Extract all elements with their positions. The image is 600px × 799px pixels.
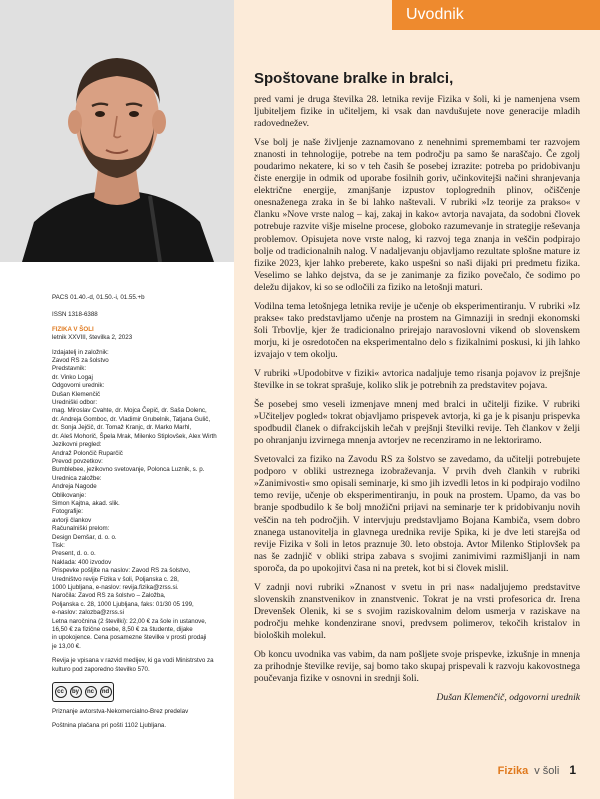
credit-line: Poljanska c. 28, 1000 Ljubljana, faks: 01/30 05 199, — [52, 600, 194, 608]
postage-note: Poštnina plačana pri pošti 1102 Ljubljana. — [52, 722, 167, 730]
article-signature: Dušan Klemenčič, odgovorni urednik — [436, 692, 580, 704]
credit-line: Urednica založbe: — [52, 474, 102, 482]
credit-line: Naročila: Zavod RS za šolstvo – Založba, — [52, 592, 166, 600]
right-column — [234, 0, 600, 799]
registry-note: Revija je vpisana v razvid medijev, ki ga vodi Ministrstvo za kulturo pod zaporedno številko 570. — [52, 657, 214, 673]
left-column — [0, 0, 234, 799]
credit-line: 1000 Ljubljana, e-naslov: revija.fizika@zrss.si. — [52, 584, 179, 591]
publication-info — [52, 294, 230, 731]
journal-name: FIZIKA V ŠOLI — [52, 325, 94, 333]
credit-line: in upokojence. Cena posamezne številke v prosti prodaji — [52, 634, 207, 642]
credit-line: Izdajatelj in založnik: — [52, 348, 109, 356]
credit-line: mag. Miroslav Cvahte, dr. Mojca Čepič, dr. Saša Dolenc, — [52, 407, 207, 415]
credit-line: Tisk: — [52, 541, 65, 549]
credits-list — [52, 349, 230, 652]
footer-brand-suffix: v šoli — [534, 765, 560, 777]
credit-line: Andraž Polončič Ruparčič — [52, 449, 123, 457]
credit-line: Naklada: 400 izvodov — [52, 558, 112, 566]
footer-brand: Fizika — [497, 765, 529, 777]
article-greeting: Spoštovane bralke in bralci, — [254, 70, 454, 87]
attribution-icon: by — [70, 686, 82, 698]
article-paragraph: Še posebej smo veseli izmenjave mnenj med bralci in učitelji fizike. V rubriki »Učiteljev pogled« tokrat objavljamo prispevek avtorja, ki ga je k pisanju prispevka spodbudil članek o difrakcijskih lečah v prejšnji številki revije. Teh člankov v želji po ohranjanju izvirnega mnenja avtorjev ne recenziramo in ne lektoriramo. — [254, 399, 580, 447]
article-paragraph: V rubriki »Upodobitve v fiziki« avtorica nadaljuje temo risanja pojavov iz prejšnje številke in se tokrat sprašuje, koliko slik je potrebnih za predstavitev pojava. — [254, 367, 580, 392]
credit-line: Fotografije: — [52, 508, 83, 516]
article-paragraph: Ob koncu uvodnika vas vabim, da nam pošljete svoje prispevke, izkušnje in mnenja za prihodnje številke revije, saj bomo tako skupaj prispevali k razvoju kakovostnega poučevanja fizike v osnovni in srednji šoli. — [254, 648, 580, 685]
section-header — [392, 0, 600, 30]
credit-line: je 13,00 €. — [52, 642, 81, 650]
article-paragraph: Vodilna tema letošnjega letnika revije je učenje ob eksperimentiranju. V rubriki »Iz prakse« tako predstavljamo učenje na prostem na Gimnaziji in srednji ekonomski šoli Trbovlje, kjer že tradicionalno prirejajo naravoslovni vikend ob slovenskem morju, ki je osredotočen na eksperimentalno delo s fizikalnimi poskusi, ki jih lahko izvajajo v tem okolju. — [254, 300, 580, 360]
credit-line: Design Demšar, d. o. o. — [52, 533, 117, 541]
credit-line: Present, d. o. o. — [52, 550, 96, 558]
credit-line: Uredniški odbor: — [52, 399, 98, 407]
portrait-illustration — [0, 0, 234, 262]
editorial-article — [254, 70, 580, 711]
credit-line: dr. Andreja Gomboc, dr. Vladimir Grubelnik, Tatjana Gulič, — [52, 415, 211, 423]
cc-license-badge — [52, 682, 230, 702]
noncommercial-icon: nc — [85, 686, 97, 698]
credit-line: Dušan Klemenčič — [52, 390, 101, 398]
page-footer — [498, 763, 576, 777]
portrait-photo — [0, 0, 234, 262]
article-paragraph: Vse bolj je naše življenje zaznamovano z nenehnimi spremembami ter razvojem znanosti in tehnologije, potrebe na tem področju pa samo še naraščajo. Če zgolj poudarimo nekatere, ki so v teh časih še posebej izrazite: potreba po pridobivanju čiste energije in odmik od uporabe fosilnih goriv, učinkovitejši načini shranjevanja električne energije, zmanjšanje izpustov toplogrednih plinov, očiščenje onesnaženega zraka in še bi lahko naštevali. V rubriki »Iz teorije za prakso« v članku »Nove vrste nalog – kaj, zakaj in kako« avtorja navajata, da sodobni človek potrebuje razvite višje miselne procese, globoko razumevanje in strategije reševanja problemov. Opisujeta nove vrste nalog, ki razvoj tega znanja in veščin podpirajo bolje od tradicionalnih nalog. V nadaljevanju objavljamo rezultate splošne mature iz fizike 2023, kjer lahko preberete, kako uspešni so naši dijaki pri predmetu fizika. Veselimo se lahko dejstva, da se je zanimanje za fiziko povečalo, če sodimo po deležu dijakov, ki so se odločili za fiziko na letošnji maturi. — [254, 137, 580, 293]
credit-line: Odgovorni urednik: — [52, 382, 105, 390]
credit-line: Prevod povzetkov: — [52, 457, 103, 465]
article-paragraph: V zadnji novi rubriki »Znanost v svetu in pri nas« nadaljujemo predstavitve slovenskih znanstvenikov in znanstvenic. Tokrat je na vrsti profesorica dr. Irena Drevenšek Olenik, ki se s svojim raziskovalnim delom usmerja v raziskave na področju mehke kondenzirane snovi, predvsem polimerov, tekočih kristalov in bioloških molekul. — [254, 581, 580, 641]
article-paragraph: pred vami je druga številka 28. letnika revije Fizika v šoli, ki je namenjena vsem ljubiteljem fizike in učiteljem, ki vsak dan navdušujete nove generacije mladih radovednežev. — [254, 94, 580, 130]
credit-line: avtorji člankov — [52, 516, 92, 524]
credit-line: Letna naročnina (2 številki): 22,00 € za šole in ustanove, — [52, 617, 207, 625]
credit-line: Simon Kajtna, akad. slik. — [52, 499, 120, 507]
credit-line: dr. Vinko Logaj — [52, 373, 93, 381]
credit-line: Jezikovni pregled: — [52, 441, 102, 449]
credit-line: Oblikovanje: — [52, 491, 87, 499]
section-title: Uvodnik — [406, 6, 464, 23]
credit-line: 16,50 € za fizične osebe, 8,50 € za študente, dijake — [52, 626, 193, 634]
credit-line: Andreja Nagode — [52, 483, 97, 491]
noderivatives-icon: nd — [100, 686, 112, 698]
credit-line: dr. Aleš Mohorič, Špela Mrak, Milenko Stiplovšek, Alex Wirth — [52, 432, 217, 440]
credit-line: Prispevke pošljite na naslov: Zavod RS za šolstvo, — [52, 567, 191, 575]
cc-icon: cc — [55, 686, 67, 698]
issn: ISSN 1318-6388 — [52, 311, 98, 319]
credit-line: e-naslov: zalozba@zrss.si — [52, 609, 124, 617]
volume-info: letnik XXVIII, številka 2, 2023 — [52, 334, 133, 342]
article-paragraph: Svetovalci za fiziko na Zavodu RS za šolstvo se zavedamo, da učitelji potrebujete podporo v obliki ustreznega izobraževanja. V prvih dveh člankih v rubriki »Zanimivosti« smo opisali seminarje, ki smo jih izvedli letos in ki podpirajo vodilno temo revije, učenje ob eksperimentiranju, in pouk na prostem. Upamo, da vas bo branje spodbudilo k še bolj množični prijavi na seminarje ter k pridobivanju novih veščin na teh področjih. V intervjuju predstavljamo Bojana Kambiča, vsem dobro znanega ustanovitelja in glavnega urednika revije Spika, ki je dve leti starejša od revije Fizika v šoli in letos praznuje 30. leto obstoja. Avtor Milenko Stiplovšek pa nas še zadnjič v obliki stripa zabava s svojimi zanimivimi razmišljanji in nam sporoča, da po upokojitvi časa ni na pretek, kot bi si človek mislil. — [254, 454, 580, 574]
credit-line: Predstavnik: — [52, 365, 87, 373]
credit-line: Uredništvo revije Fizika v šoli, Poljanska c. 28, — [52, 575, 179, 583]
credit-line: Bumblebee, jezikovno svetovanje, Polonca Luznik, s. p. — [52, 466, 205, 474]
credit-line: Računalniški prelom: — [52, 525, 110, 533]
license-text: Priznanje avtorstva-Nekomercialno-Brez predelav — [52, 708, 189, 716]
page-number: 1 — [569, 763, 576, 777]
pacs-codes: PACS 01.40.-d, 01.50.-i, 01.55.+b — [52, 294, 145, 301]
credit-line: dr. Sonja Jejčič, dr. Tomaž Kranjc, dr. Marko Marhl, — [52, 424, 192, 432]
credit-line: Zavod RS za šolstvo — [52, 357, 109, 365]
